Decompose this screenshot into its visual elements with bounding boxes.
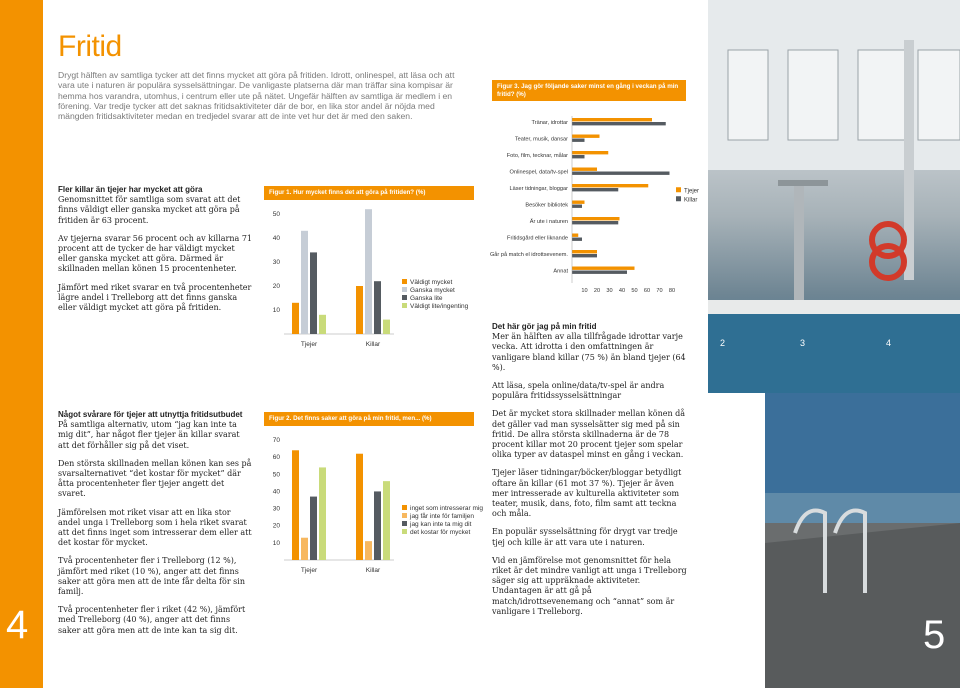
legend-label: Väldigt lite/ingenting bbox=[410, 303, 469, 310]
paragraph: Den största skillnaden mellan könen kan ses på svarsalternativet “det kostar för mycket” där åtta procentenheter fler tjejer angett det svaret. bbox=[58, 458, 252, 499]
bar bbox=[572, 267, 635, 270]
bar bbox=[572, 254, 597, 257]
y-tick-label: 60 bbox=[272, 454, 280, 462]
x-tick-label: 60 bbox=[643, 288, 651, 294]
bar bbox=[572, 201, 585, 204]
bar bbox=[572, 172, 670, 175]
bar bbox=[572, 151, 608, 154]
category-label: Tränar, idrottar bbox=[531, 120, 568, 126]
x-tick-label: 40 bbox=[618, 288, 626, 294]
section-access bbox=[58, 410, 253, 644]
bar bbox=[572, 221, 618, 224]
bar bbox=[572, 139, 585, 142]
y-tick-label: 50 bbox=[272, 471, 280, 479]
x-tick-label: Killar bbox=[365, 341, 381, 348]
left-accent-bar bbox=[0, 0, 43, 393]
legend-swatch bbox=[402, 529, 407, 534]
bar bbox=[383, 481, 390, 560]
svg-text:4: 4 bbox=[886, 338, 892, 348]
category-label: Läser tidningar, bloggar bbox=[509, 186, 568, 192]
paragraph: Genomsnittet för samtliga som svarat att det finns väldigt eller ganska mycket att göra på fritiden är 63 procent. bbox=[58, 195, 241, 225]
bar bbox=[292, 450, 299, 560]
paragraph: Jämfört med riket svarar en två procentenheter lägre andel i Trelleborg att det finns ganska eller väldigt mycket att göra på fritiden. bbox=[58, 282, 252, 313]
bar bbox=[365, 209, 372, 334]
legend-swatch bbox=[402, 521, 407, 526]
x-tick-label: Tjejer bbox=[300, 341, 318, 348]
section-heading: Fler killar än tjejer har mycket att göra bbox=[58, 185, 203, 194]
paragraph: Att läsa, spela online/data/tv-spel är andra populära fritidssysselsättningar bbox=[492, 381, 665, 401]
x-tick-label: 80 bbox=[668, 288, 676, 294]
pool-photo bbox=[708, 0, 960, 393]
y-tick-label: 10 bbox=[272, 539, 280, 547]
bar bbox=[572, 122, 666, 125]
figure-1-title: Figur 1. Hur mycket finns det att göra på fritiden? (%) bbox=[264, 186, 474, 200]
bar bbox=[572, 250, 597, 253]
legend-label: Killar bbox=[684, 197, 698, 204]
category-label: Teater, musik, dansar bbox=[514, 136, 568, 143]
bar bbox=[572, 205, 582, 208]
paragraph: Mer än hälften av alla tillfrågade idrottar varje vecka. Att idrotta i den omfattningen är vanligare bland killar (75 %) än bland tjejer (64 %). bbox=[492, 332, 686, 372]
paragraph: På samtliga alternativ, utom “jag kan inte ta mig dit”, har något fler tjejer än killar svarat att det förhåller sig på det viset. bbox=[58, 420, 240, 450]
page-number-left: 4 bbox=[6, 603, 29, 647]
page-number-right: 5 bbox=[923, 613, 946, 657]
bar bbox=[572, 217, 620, 220]
y-tick-label: 70 bbox=[272, 437, 280, 444]
bar bbox=[572, 271, 627, 274]
y-tick-label: 20 bbox=[272, 283, 280, 290]
legend-swatch bbox=[402, 513, 407, 518]
paragraph: Jämförelsen mot riket visar att en lika stor andel unga i Trelleborg som i hela riket svarat att det finns inget som intresserar dem eller att det kostar för mycket. bbox=[58, 507, 252, 548]
bar bbox=[572, 188, 618, 191]
x-tick-label: 50 bbox=[631, 288, 638, 294]
category-label: Är ute i naturen bbox=[529, 219, 568, 225]
intro-paragraph: Drygt hälften av samtliga tycker att det finns mycket att göra på fritiden. Idrott, onlinespel, att läsa och att vara ute i naturen är populära sysselsättningar. De vanligaste platserna där man träffar sina kompisar är hemma hos varandra, utomhus, i centrum eller ute på nätet. Ungefär hälften av samtliga är medlem i en förening. Var tredje tycker att det saknas fritidsaktiviteter där de bor, en lika stor andel är nöjda med mängden fritidsaktiviteter medan en tredjedel svarar att de inte vet hur det är med den saken. bbox=[58, 70, 455, 122]
paragraph: Det är mycket stora skillnader mellan könen då det gäller vad man sysselsätter sig med på sin fritid. De allra största skillnaderna är de 78 procent killar mot 20 procent tjejer som spelar olika typer av dataspel minst en gång i veckan. bbox=[492, 409, 686, 460]
bar bbox=[572, 118, 652, 121]
legend-label: jag får inte för familjen bbox=[410, 513, 474, 520]
legend-label: Ganska lite bbox=[410, 295, 443, 302]
bar bbox=[374, 281, 381, 334]
bar bbox=[572, 168, 597, 171]
legend-swatch bbox=[402, 287, 407, 292]
figure-2-title: Figur 2. Det finns saker att göra på min fritid, men... (%) bbox=[264, 412, 474, 426]
legend-label: Ganska mycket bbox=[410, 287, 455, 294]
paragraph: Två procentenheter fler i riket (42 %), jämfört med Trelleborg (40 %), anger att det finns saker att göra men att de inte kan ta sig dit. bbox=[58, 605, 246, 635]
legend-swatch bbox=[402, 295, 407, 300]
y-tick-label: 40 bbox=[272, 488, 280, 496]
bar bbox=[374, 491, 381, 560]
svg-text:2: 2 bbox=[720, 338, 726, 348]
bar bbox=[319, 315, 326, 334]
figure-1-chart bbox=[258, 204, 488, 354]
legend-swatch bbox=[676, 196, 681, 201]
y-tick-label: 10 bbox=[272, 307, 280, 314]
figure-2-chart bbox=[258, 430, 488, 580]
legend-label: Tjejer bbox=[684, 188, 700, 195]
legend-label: det kostar för mycket bbox=[410, 529, 471, 536]
x-tick-label: 10 bbox=[581, 288, 588, 294]
legend-label: inget som intresserar mig bbox=[410, 505, 483, 512]
pool-ladder-photo bbox=[765, 393, 960, 688]
legend-swatch bbox=[402, 303, 407, 308]
bar bbox=[356, 454, 363, 560]
bar bbox=[572, 238, 582, 241]
bar bbox=[301, 538, 308, 560]
figure-3-title: Figur 3. Jag gör följande saker minst en gång i veckan på min fritid? (%) bbox=[492, 80, 686, 101]
paragraph: En populär sysselsättning för drygt var tredje tjej och kille är att vara ute i naturen. bbox=[492, 527, 678, 547]
legend-swatch bbox=[676, 187, 681, 192]
category-label: Annat bbox=[553, 268, 568, 275]
bar bbox=[383, 320, 390, 334]
paragraph: Två procentenheter fler i Trelleborg (12 %), jämfört med riket (10 %), anger att det finns saker att göra men att de inte får delta för sin familj. bbox=[58, 556, 245, 597]
legend-label: Väldigt mycket bbox=[410, 279, 453, 286]
section-heading: Det här gör jag på min fritid bbox=[492, 322, 597, 331]
page-title: Fritid bbox=[58, 30, 122, 63]
left-accent-bar-bottom bbox=[0, 393, 43, 688]
legend-swatch bbox=[402, 505, 407, 510]
bar bbox=[572, 135, 600, 138]
x-tick-label: Tjejer bbox=[300, 567, 318, 574]
section-leisure bbox=[492, 322, 692, 625]
y-tick-label: 20 bbox=[272, 522, 280, 530]
bar bbox=[301, 231, 308, 334]
bar bbox=[292, 303, 299, 334]
bar bbox=[572, 234, 578, 237]
section-activity-level bbox=[58, 185, 253, 321]
bar bbox=[319, 467, 326, 560]
paragraph: Tjejer läser tidningar/böcker/bloggar betydligt oftare än killar (61 mot 37 %). Tjejer är även mer intresserade av kulturella aktiviteter som teater, musik, dans, foto, film samt att teckna och måla. bbox=[492, 468, 682, 519]
bar bbox=[572, 155, 585, 158]
bar bbox=[365, 541, 372, 560]
paragraph: Vid en jämförelse mot genomsnittet för hela riket är det mindre vanligt att unga i Trelleborg säger sig att uppräknade aktiviteter. Undantagen är att gå på match/idrottsevenemang och “annat” som är vanligare i Trelleborg. bbox=[492, 555, 687, 616]
x-tick-label: 20 bbox=[593, 288, 601, 294]
category-label: Fritidsgård eller liknande bbox=[507, 235, 568, 242]
y-tick-label: 50 bbox=[272, 211, 280, 218]
bar bbox=[356, 286, 363, 334]
bar bbox=[310, 252, 317, 334]
category-label: Går på match el idrottsevenem. bbox=[489, 252, 568, 258]
y-tick-label: 30 bbox=[272, 505, 280, 513]
y-tick-label: 40 bbox=[272, 235, 280, 242]
bar bbox=[572, 184, 648, 187]
legend-label: jag kan inte ta mig dit bbox=[410, 521, 472, 528]
svg-text:3: 3 bbox=[800, 338, 806, 348]
category-label: Onlinespel, data/tv-spel bbox=[509, 169, 568, 176]
section-heading: Något svårare för tjejer att utnyttja fritidsutbudet bbox=[58, 410, 243, 419]
paragraph: Av tjejerna svarar 56 procent och av killarna 71 procent att de tycker de har väldigt mycket eller ganska mycket att göra. Därmed är skillnaden mellan könen 15 procentenheter. bbox=[58, 233, 252, 274]
legend-swatch bbox=[402, 279, 407, 284]
figure-3-chart bbox=[488, 112, 708, 312]
x-tick-label: 70 bbox=[656, 288, 663, 294]
y-tick-label: 30 bbox=[272, 259, 280, 266]
x-tick-label: 30 bbox=[606, 288, 613, 294]
category-label: Foto, film, tecknar, målar bbox=[506, 153, 568, 159]
bar bbox=[310, 497, 317, 560]
category-label: Besöker bibliotek bbox=[525, 202, 568, 209]
x-tick-label: Killar bbox=[365, 567, 381, 574]
